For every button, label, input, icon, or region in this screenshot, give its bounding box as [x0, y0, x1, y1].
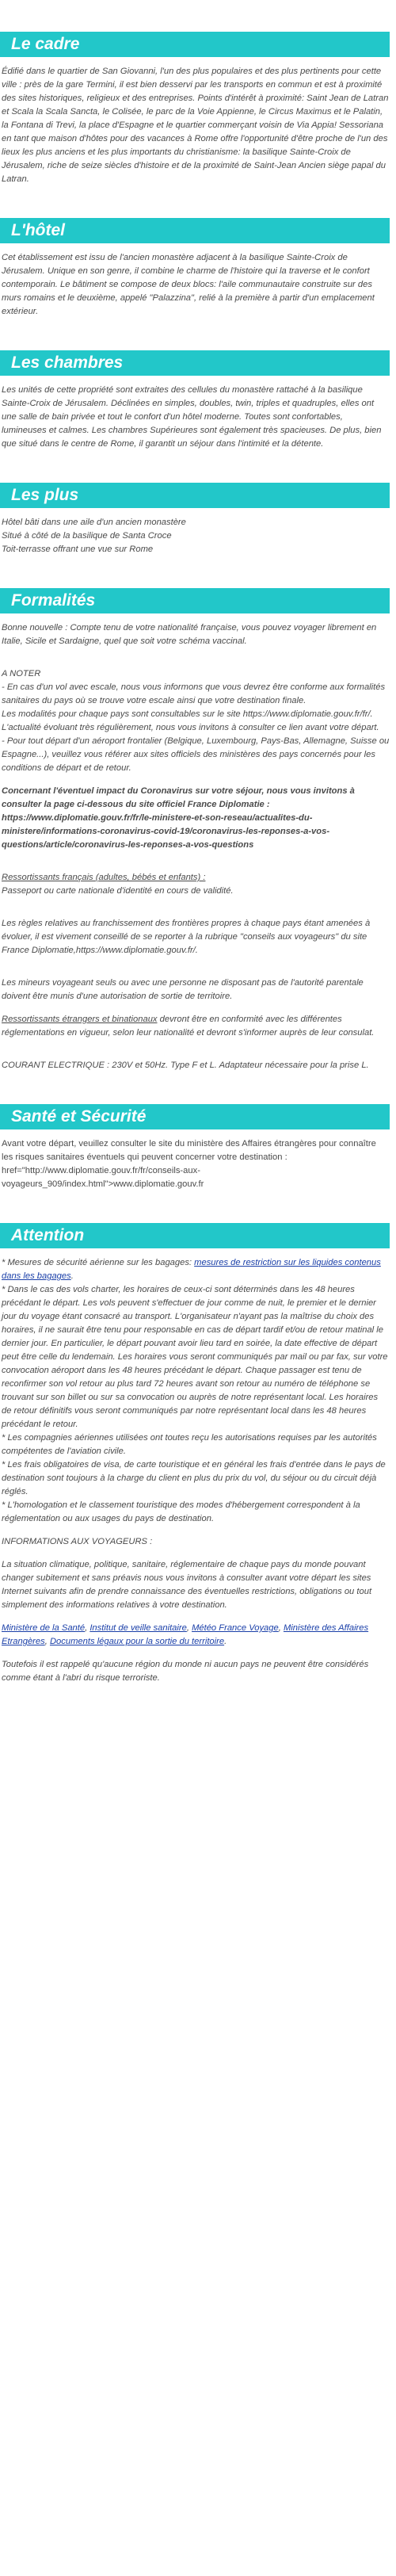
section-title: Les plus [11, 486, 79, 504]
formalites-intro: Bonne nouvelle : Compte tenu de votre nationalité française, vous pouvez voyager librement en Italie, Sicile et Sardaigne, quel que soit votre schéma vaccinal. [2, 623, 377, 646]
section-header [0, 218, 390, 243]
list-item: Toit-terrasse offrant une vue sur Rome [2, 545, 154, 554]
section-body [0, 251, 390, 319]
list-item: Situé à côté de la basilique de Santa Croce [2, 531, 172, 541]
note-line: - En cas d'un vol avec escale, nous vous informons que vous devrez être conforme aux formalités sanitaires du pays où se trouve votre escale ainsi que votre destination finale. [2, 682, 386, 705]
charter-schedule-text: * Dans le cas des vols charter, les horaires de ceux-ci sont déterminés dans les 48 heures précédant le départ. Les vols peuvent s'effectuer de jour comme de nuit, le premier et le dernier jour du voyage étant consacré au transport. L'organisateur n'ayant pas la maîtrise du choix des horaires, il ne saurait être tenu pour responsable en cas de départ tardif et/ou de retour matinal le dernier jour. En particulier, le départ pouvant avoir lieu tard en soirée, la date effective de départ peut être celle du lendemain. Les horaires vous seront communiqués par mail ou par fax, sur votre convocation aéroport dans les 48 heures précédant le départ. Chaque passager est tenu de reconfirmer son vol retour au plus tard 72 heures avant son retour au numéro de téléphone se trouvant sur son billet ou sur sa convocation ou auprès de notre représentant local. Les horaires de retour définitifs vous seront communiqués par notre représentant local dans les 48 heures précédant le retour. [2, 1285, 388, 1429]
section-body [0, 516, 390, 556]
section-title: Santé et Sécurité [11, 1107, 147, 1126]
liquids-restriction-link[interactable]: mesures de restriction sur les liquides contenus dans les bagages [2, 1258, 381, 1281]
hotel-paragraph: Cet établissement est issu de l'ancien monastère adjacent à la basilique Sainte-Croix de Jérusalem. Unique en son genre, il combine le charme de l'histoire qui la traverse et le confort contemporain. Le bâtiment se compose de deux blocs: l'aile communautaire construite sur des murs romains et le deuxième, appelé "Palazzina", relié à la première à partir d'un emplacement extérieur. [2, 253, 375, 316]
section-title: Les chambres [11, 354, 124, 372]
section-chambres [0, 350, 390, 451]
section-title: Le cadre [11, 35, 80, 53]
useful-links [2, 1622, 390, 1649]
section-header [0, 32, 390, 57]
section-header [0, 350, 390, 376]
french-nationals-text: Passeport ou carte nationale d'identité en cours de validité. [2, 886, 234, 896]
section-cadre [0, 32, 390, 186]
rating-text: * L'homologation et le classement touristique des modes d'hébergement correspondent à la réglementation ou aux usages du pays de destination. [2, 1500, 360, 1523]
section-header [0, 1223, 390, 1248]
airlines-text: * Les compagnies aériennes utilisées ont toutes reçu les autorisations requises par les autorités compétentes de l'aviation civile. [2, 1433, 377, 1456]
section-title: L'hôtel [11, 221, 65, 239]
section-hotel [0, 218, 390, 319]
bag-rules-prefix: * Mesures de sécurité aérienne sur les bagages: [2, 1258, 195, 1267]
electric-info: COURANT ELECTRIQUE : 230V et 50Hz. Type F et L. Adaptateur nécessaire pour la prise L. [2, 1061, 369, 1070]
chambres-paragraph: Les unités de cette propriété sont extraites des cellules du monastère rattaché à la basilique Sainte-Croix de Jérusalem. Déclinées en simples, doubles, twin, triples et quadruples, elles ont une salle de bain privée et tout le confort d'un hôtel moderne. Toutes sont confortables, lumineuses et calmes. Les chambres Supérieures sont également très spacieuses. De plus, bien que situé dans le centre de Rome, il garantit un séjour dans l'intimité et la détente. [2, 385, 382, 449]
foreign-nationals-heading: Ressortissants étrangers et binationaux [2, 1015, 158, 1024]
section-body [0, 621, 390, 1072]
french-nationals-heading: Ressortissants français (adultes, bébés et enfants) : [2, 873, 206, 882]
link-separator: , [186, 1623, 192, 1633]
bag-rules [2, 1256, 390, 1283]
section-formalites [0, 588, 390, 1072]
link-documents-legaux[interactable]: Documents légaux pour la sortie du territoire [49, 1637, 225, 1646]
section-sante [0, 1104, 390, 1191]
section-body [0, 384, 390, 451]
link-ministere-sante[interactable]: Ministère de la Santé [2, 1623, 86, 1633]
section-body [0, 65, 390, 186]
info-heading: INFORMATIONS AUX VOYAGEURS : [2, 1537, 153, 1546]
note-heading: A NOTER [2, 669, 41, 678]
section-title: Formalités [11, 591, 96, 610]
note-line: - Pour tout départ d'un aéroport frontalier (Belgique, Luxembourg, Pays-Bas, Allemagne, Suisse ou Espagne...), veuillez vous référer aux sites officiels des ministères des pays concernés pour les conditions de départ et de retour. [2, 736, 390, 773]
situation-text: La situation climatique, politique, sanitaire, réglementaire de chaque pays du monde pouvant changer subitement et sans préavis nous vous invitons à consulter avant votre départ les sites Internet suivants afin de prendre connaissance des éventuelles restrictions, obligations ou tout simplement des informations relatives à votre destination. [2, 1560, 372, 1610]
fees-text: * Les frais obligatoires de visa, de carte touristique et en général les frais d'entrée dans le pays de destination sont toujours à la charge du client en plus du prix du vol, du séjour ou du circuit déjà réglés. [2, 1460, 386, 1496]
section-header [0, 1104, 390, 1129]
note-line: Les modalités pour chaque pays sont consultables sur le site https://www.diplomatie.gouv.fr/fr/. L'actualité évoluant très régulièrement, nous vous invitons à consulter ce lien avant votre départ. [2, 709, 379, 732]
link-ministere-affaires-etrangeres[interactable]: Ministère des Affaires Etrangères [2, 1623, 369, 1646]
border-rules-text: Les règles relatives au franchissement des frontières propres à chaque pays étant amenées à évoluer, il est vivement conseillé de se reporter à la rubrique "conseils aux voyageurs" du site France Diplomatie,https://www.diplomatie.gouv.fr/. [2, 919, 371, 955]
link-meteo-france-voyage[interactable]: Météo France Voyage [192, 1623, 279, 1633]
link-separator: , [44, 1637, 50, 1646]
link-separator: , [278, 1623, 284, 1633]
section-header [0, 588, 390, 613]
foreign-nationals-paragraph [2, 1013, 390, 1040]
plus-list [2, 516, 390, 556]
section-plus [0, 483, 390, 556]
section-body [0, 1256, 390, 1685]
foreign-nationals-text: devront être en conformité avec les différentes réglementations en vigueur, selon leur nationalité et devront s'informer auprès de leur consulat. [2, 1015, 375, 1038]
section-title: Attention [11, 1226, 85, 1244]
sante-text: Avant votre départ, veuillez consulter le site du ministère des Affaires étrangères pour connaître les risques sanitaires éventuels qui peuvent concerner votre destination : href="http://www.diplomatie.gouv.fr/fr/conseils-aux-voyageurs_909/index.html">www.diplomatie.gouv.fr [2, 1139, 376, 1189]
link-separator: , [85, 1623, 90, 1633]
bag-rules-suffix: . [70, 1271, 74, 1281]
section-body [0, 1137, 390, 1191]
link-institut-veille-sanitaire[interactable]: Institut de veille sanitaire [89, 1623, 187, 1633]
cadre-paragraph: Édifié dans le quartier de San Giovanni, l'un des plus populaires et des plus pertinents pour cette ville : près de la gare Termini, il est bien desservi par les transports en commun et est à proximité des sites historiques, religieux et des entreprises. Points d'intérêt à proximité: Saint Jean de Latran et Scala la Scala Sancta, le Colisée, le parc de la Voie Appienne, le Circus Maximus et le Palatin, la Fontana di Trevi, la place d'Espagne et le quartier commerçant voisin de Via Appia! Sessoriana en tant que maison d'hôtes pour des vacances à Rome offre l'opportunité d'être proche de l'un des lieux les plus anciens et les plus importants du christianisme: la basilique Sainte-Croix de Jérusalem, riche de seize siècles d'histoire et de la proximité de Saint-Jean Ancien siège papal du Latran. [2, 67, 389, 184]
section-header [0, 483, 390, 508]
section-attention [0, 1223, 390, 1685]
link-separator: . [224, 1637, 227, 1646]
closing-text: Toutefois il est rappelé qu'aucune région du monde ni aucun pays ne peuvent être considérés comme étant à l'abri du risque terroriste. [2, 1660, 369, 1683]
minors-text: Les mineurs voyageant seuls ou avec une personne ne disposant pas de l'autorité parentale doivent être munis d'une autorisation de sortie de territoire. [2, 978, 364, 1001]
coronavirus-notice: Concernant l'éventuel impact du Coronavirus sur votre séjour, nous vous invitons à consulter la page ci-dessous du site officiel France Diplomatie : https://www.diplomatie.gouv.fr/fr/le-ministere-et-son-reseau/actualites-du-ministere/informations-coronavirus-covid-19/coronavirus-les-reponses-a-vos-questions/article/coronavirus-les-reponses-a-vos-questions [2, 786, 355, 850]
list-item: Hôtel bâti dans une aile d'un ancien monastère [2, 518, 186, 527]
